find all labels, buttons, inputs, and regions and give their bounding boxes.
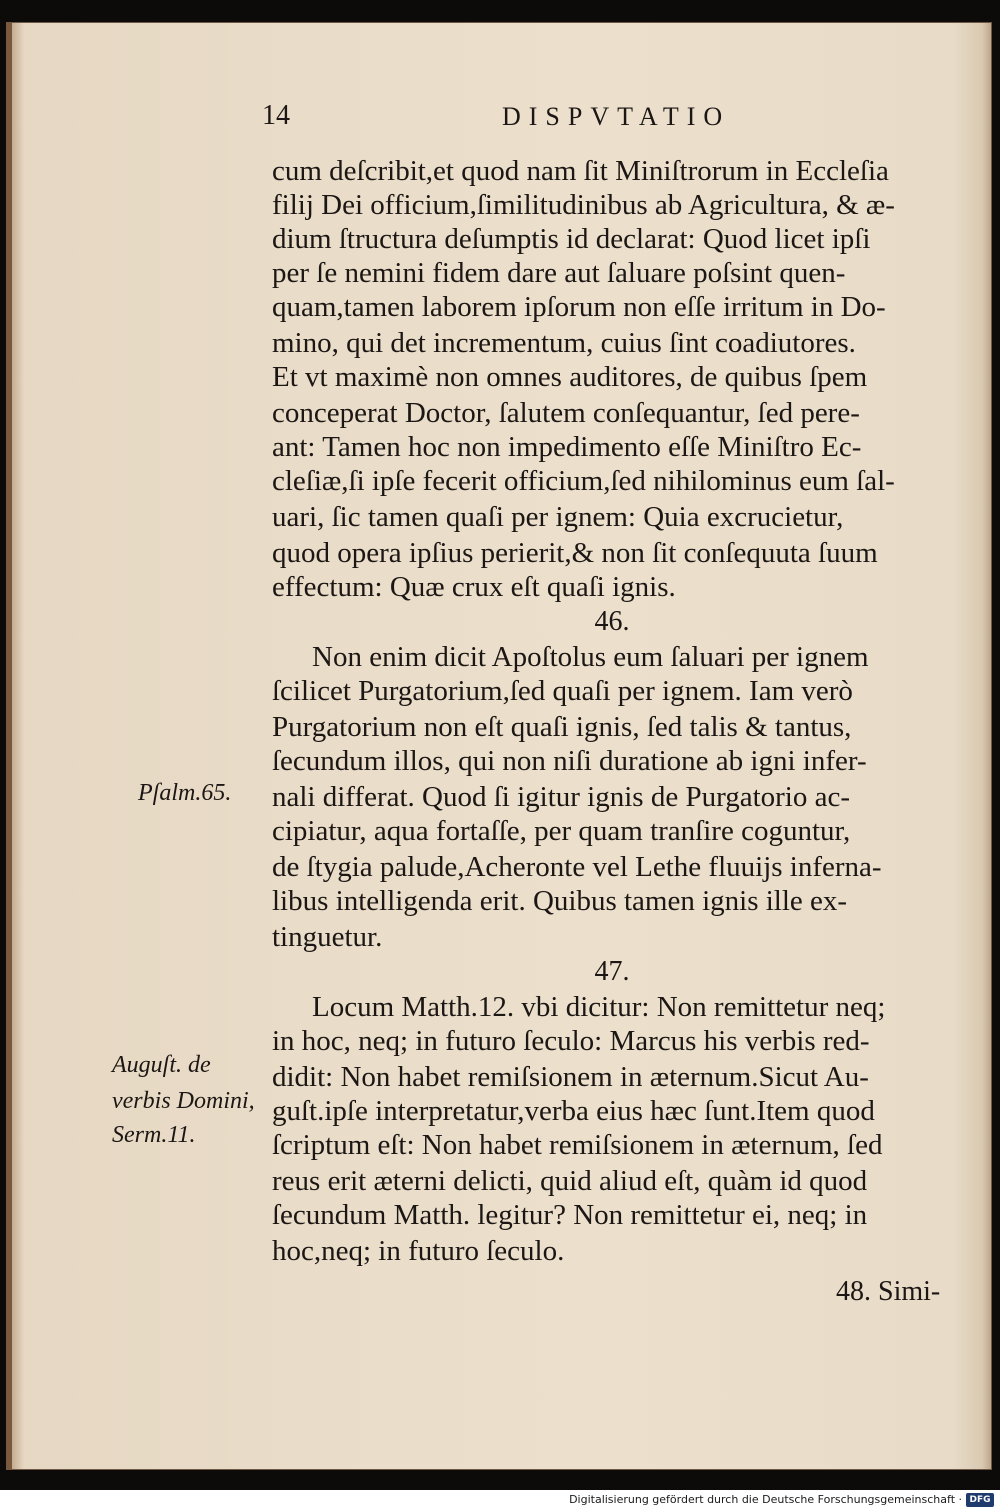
text-line: didit: Non habet remiſsionem in æternum.Sicut Au- (272, 1061, 869, 1093)
text-line: libus intelligenda erit. Quibus tamen ignis ille ex- (272, 885, 848, 917)
text-line: ſecundum illos, qui non niſi duratione ab igni infer- (272, 745, 867, 777)
page-header (262, 100, 962, 140)
section-number-47: 47. (594, 956, 630, 987)
text-line: cum deſcribit,et quod nam ſit Miniſtrorum in Eccleſia (272, 155, 889, 187)
marginal-note-psalm: Pſalm.65. (138, 780, 232, 806)
marginal-note-august: Serm.11. (112, 1122, 196, 1148)
text-line: per ſe nemini fidem dare aut ſaluare poſsint quen- (272, 257, 846, 289)
digitization-footer (0, 1490, 1000, 1512)
text-line: uari, ſic tamen quaſi per ignem: Quia excrucietur, (272, 501, 844, 533)
text-line: ant: Tamen hoc non impedimento eſſe Miniſtro Ec- (272, 431, 862, 463)
text-line: effectum: Quæ crux eſt quaſi ignis. (272, 571, 676, 603)
text-line: nali differat. Quod ſi igitur ignis de Purgatorio ac- (272, 781, 851, 813)
text-line: guſt.ipſe interpretatur,verba eius hæc ſunt.Item quod (272, 1095, 875, 1127)
marginal-note-august: Auguſt. de (112, 1052, 211, 1078)
text-line: ſcilicet Purgatorium,ſed quaſi per ignem. Iam verò (272, 675, 853, 707)
running-head: DISPVTATIO (502, 102, 731, 131)
text-line: hoc,neq; in futuro ſeculo. (272, 1235, 565, 1267)
text-line: quod opera ipſius perierit,& non ſit conſequuta ſuum (272, 537, 878, 569)
text-line: Locum Matth.12. vbi dicitur: Non remittetur neq; (312, 991, 886, 1023)
marginal-note-august: verbis Domini, (112, 1088, 255, 1114)
footer-credit-text: Digitalisierung gefördert durch die Deutsche Forschungsgemeinschaft · (569, 1493, 962, 1506)
text-line: de ſtygia palude,Acheronte vel Lethe fluuijs inferna- (272, 851, 882, 883)
text-line: cipiatur, aqua fortaſſe, per quam tranſire coguntur, (272, 815, 851, 847)
text-line: conceperat Doctor, ſalutem conſequantur, ſed pere- (272, 397, 860, 429)
text-line: ſecundum Matth. legitur? Non remittetur ei, neq; in (272, 1199, 868, 1231)
text-line: Non enim dicit Apoſtolus eum ſaluari per ignem (312, 641, 869, 673)
text-line: filij Dei officium,ſimilitudinibus ab Agricultura, & æ- (272, 189, 895, 221)
text-line: quam,tamen laborem ipſorum non eſſe irritum in Do- (272, 291, 886, 323)
catchword: 48. Simi- (836, 1276, 941, 1307)
text-line: in hoc, neq; in futuro ſeculo: Marcus his verbis red- (272, 1025, 870, 1057)
text-line: tinguetur. (272, 921, 383, 953)
text-line: dium ſtructura deſumptis id declarat: Quod licet ipſi (272, 223, 871, 255)
text-line: cleſiæ,ſi ipſe fecerit officium,ſed nihilominus eum ſal- (272, 465, 895, 497)
text-line: Purgatorium non eſt quaſi ignis, ſed talis & tantus, (272, 711, 852, 743)
text-line: reus erit æterni delicti, quid aliud eſt, quàm id quod (272, 1165, 868, 1197)
page-spine-edge (6, 22, 12, 1470)
page-number: 14 (262, 100, 290, 131)
text-line: Et vt maximè non omnes auditores, de quibus ſpem (272, 361, 868, 393)
text-line: mino, qui det incrementum, cuius ſint coadiutores. (272, 327, 856, 359)
section-number-46: 46. (594, 606, 630, 637)
dfg-logo-icon: DFG (966, 1493, 994, 1507)
text-line: ſcriptum eſt: Non habet remiſsionem in æternum, ſed (272, 1129, 883, 1161)
